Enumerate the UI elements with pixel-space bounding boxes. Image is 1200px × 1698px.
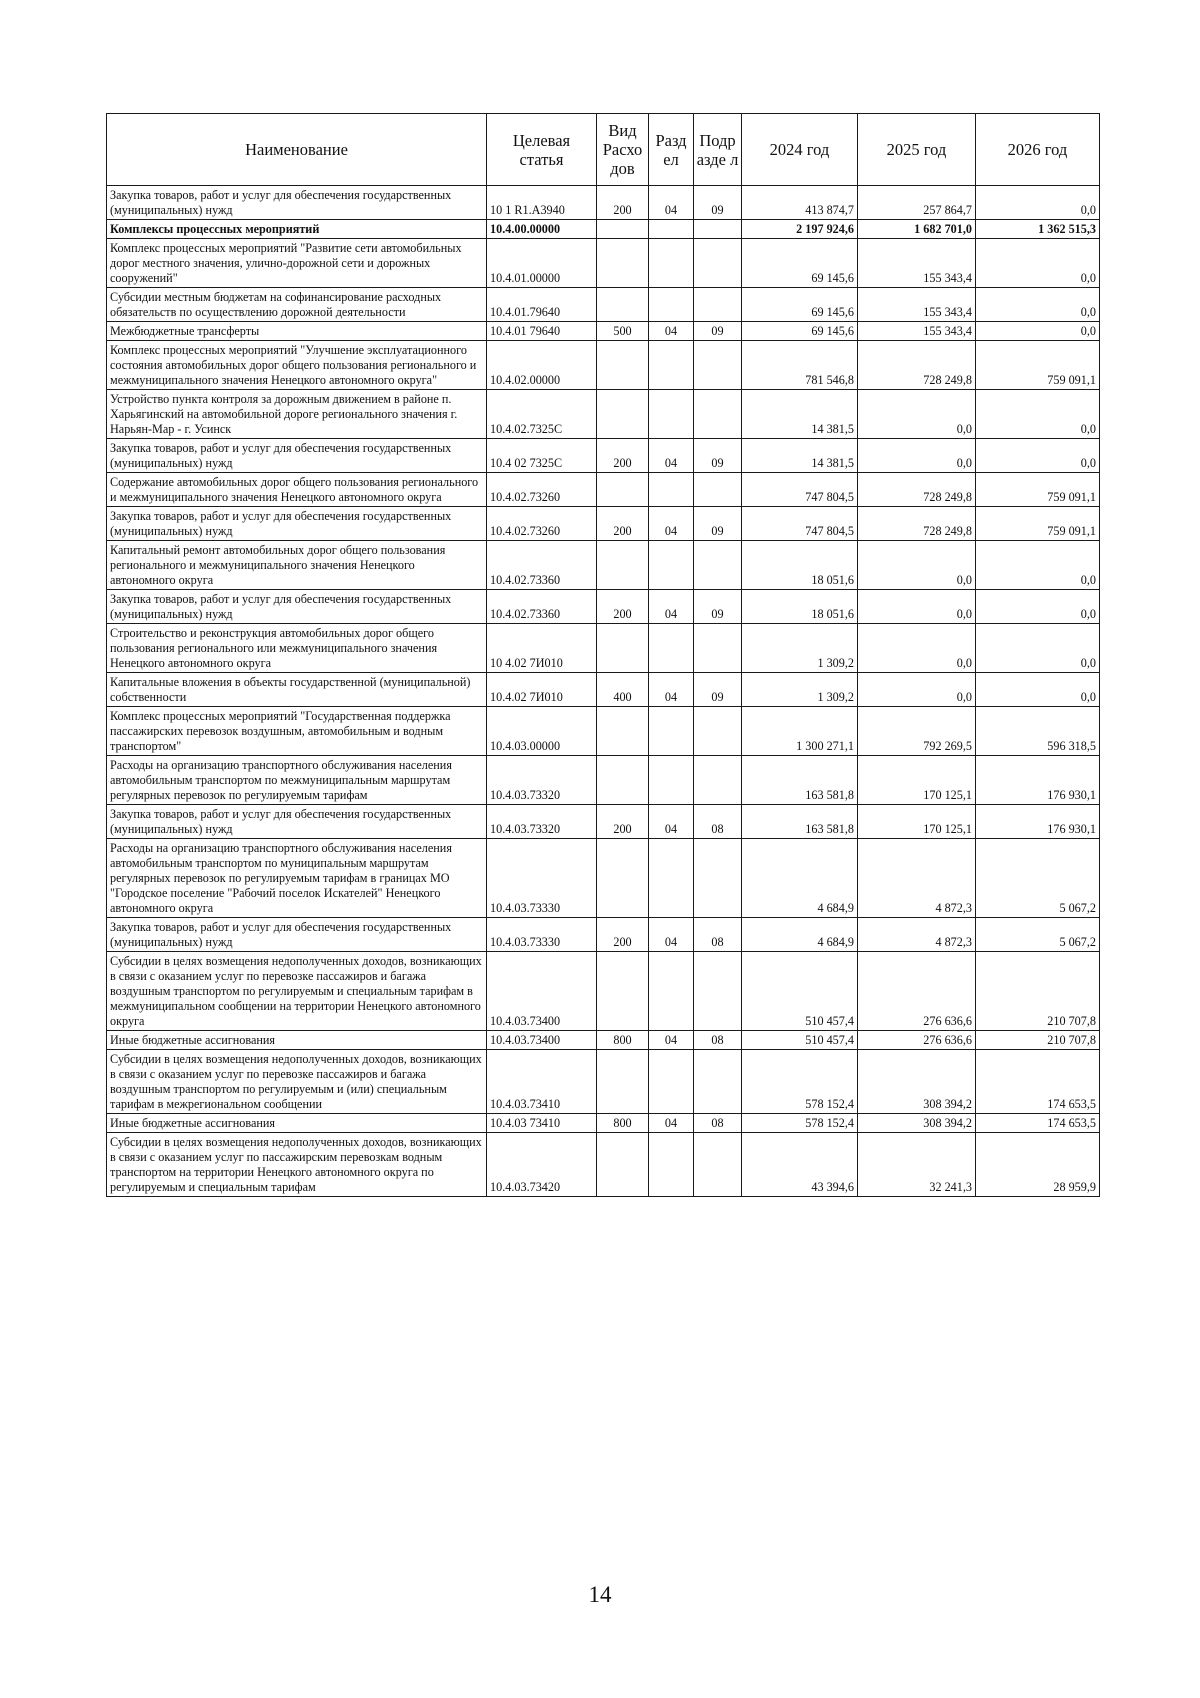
row-amount-2026: 0,0: [976, 624, 1100, 673]
row-amount-2024: 578 152,4: [742, 1114, 858, 1133]
row-amount-2024: 4 684,9: [742, 918, 858, 952]
row-target-code: 10.4.03.73320: [487, 805, 597, 839]
row-name: Субсидии в целях возмещения недополученных доходов, возникающих в связи с оказанием услуг по перевозке пассажиров и багажа воздушным транспортом по регулируемым и специальным тарифам в межмуниципальном сообщении на территории Ненецкого автономного округа: [107, 952, 487, 1031]
row-amount-2024: 14 381,5: [742, 439, 858, 473]
row-target-code: 10.4.01.79640: [487, 288, 597, 322]
row-expense-type: [597, 756, 649, 805]
row-amount-2025: 155 343,4: [858, 288, 976, 322]
row-subsection: [694, 1050, 742, 1114]
row-target-code: 10.4.03.00000: [487, 707, 597, 756]
row-amount-2024: 2 197 924,6: [742, 220, 858, 239]
row-amount-2024: 69 145,6: [742, 288, 858, 322]
row-expense-type: 200: [597, 918, 649, 952]
row-amount-2024: 163 581,8: [742, 756, 858, 805]
table-row: [107, 1031, 1100, 1050]
row-amount-2026: 0,0: [976, 288, 1100, 322]
row-section: [649, 390, 694, 439]
row-subsection: [694, 541, 742, 590]
row-target-code: 10.4.02.73260: [487, 507, 597, 541]
row-target-code: 10.4.02.73260: [487, 473, 597, 507]
row-target-code: 10.4.03 73410: [487, 1114, 597, 1133]
row-target-code: 10.4.02.73360: [487, 541, 597, 590]
row-subsection: 09: [694, 590, 742, 624]
row-section: [649, 220, 694, 239]
table-row: [107, 918, 1100, 952]
table-row: [107, 707, 1100, 756]
row-expense-type: [597, 952, 649, 1031]
row-section: 04: [649, 918, 694, 952]
row-name: Закупка товаров, работ и услуг для обеспечения государственных (муниципальных) нужд: [107, 186, 487, 220]
row-amount-2024: 1 300 271,1: [742, 707, 858, 756]
row-amount-2026: 210 707,8: [976, 1031, 1100, 1050]
row-expense-type: [597, 707, 649, 756]
row-section: [649, 341, 694, 390]
row-name: Иные бюджетные ассигнования: [107, 1114, 487, 1133]
row-expense-type: [597, 220, 649, 239]
row-expense-type: [597, 1050, 649, 1114]
row-amount-2024: 163 581,8: [742, 805, 858, 839]
row-subsection: [694, 239, 742, 288]
row-amount-2025: 0,0: [858, 439, 976, 473]
row-name: Субсидии в целях возмещения недополученных доходов, возникающих в связи с оказанием услуг по перевозке пассажиров и багажа воздушным транспортом по регулируемым и (или) специальным тарифам в межрегиональном сообщении: [107, 1050, 487, 1114]
row-name: Закупка товаров, работ и услуг для обеспечения государственных (муниципальных) нужд: [107, 439, 487, 473]
row-amount-2025: 257 864,7: [858, 186, 976, 220]
row-amount-2025: 155 343,4: [858, 239, 976, 288]
table-row: [107, 839, 1100, 918]
row-subsection: [694, 390, 742, 439]
row-amount-2025: 276 636,6: [858, 1031, 976, 1050]
row-amount-2024: 413 874,7: [742, 186, 858, 220]
row-section: 04: [649, 1031, 694, 1050]
table-row: [107, 186, 1100, 220]
row-subsection: 09: [694, 439, 742, 473]
row-amount-2024: 4 684,9: [742, 839, 858, 918]
row-amount-2026: 0,0: [976, 590, 1100, 624]
row-amount-2024: 14 381,5: [742, 390, 858, 439]
row-expense-type: 800: [597, 1114, 649, 1133]
row-name: Субсидии в целях возмещения недополученных доходов, возникающих в связи с оказанием услуг по пассажирским перевозкам водным транспортом на территории Ненецкого автономного округа по регулируемым и специальным тарифам: [107, 1133, 487, 1197]
row-name: Комплекс процессных мероприятий "Государственная поддержка пассажирских перевозок воздушным, автомобильным и водным транспортом": [107, 707, 487, 756]
row-target-code: 10.4.02.73360: [487, 590, 597, 624]
row-amount-2025: 0,0: [858, 673, 976, 707]
row-name: Закупка товаров, работ и услуг для обеспечения государственных (муниципальных) нужд: [107, 805, 487, 839]
row-subsection: [694, 220, 742, 239]
table-row: [107, 220, 1100, 239]
row-target-code: 10.4 02 7325С: [487, 439, 597, 473]
row-section: 04: [649, 1114, 694, 1133]
budget-table-sheet: [106, 113, 1099, 1197]
row-section: [649, 288, 694, 322]
row-target-code: 10.4.02.00000: [487, 341, 597, 390]
row-target-code: 10.4.00.00000: [487, 220, 597, 239]
row-amount-2025: 308 394,2: [858, 1114, 976, 1133]
row-amount-2024: 1 309,2: [742, 673, 858, 707]
row-section: 04: [649, 805, 694, 839]
row-section: 04: [649, 507, 694, 541]
row-amount-2025: 728 249,8: [858, 507, 976, 541]
row-expense-type: 200: [597, 805, 649, 839]
row-subsection: [694, 839, 742, 918]
row-section: 04: [649, 439, 694, 473]
row-expense-type: [597, 624, 649, 673]
row-expense-type: 400: [597, 673, 649, 707]
row-amount-2026: 0,0: [976, 322, 1100, 341]
row-section: 04: [649, 186, 694, 220]
row-amount-2026: 0,0: [976, 186, 1100, 220]
table-row: [107, 952, 1100, 1031]
row-subsection: 08: [694, 1031, 742, 1050]
row-amount-2025: 0,0: [858, 624, 976, 673]
row-amount-2026: 0,0: [976, 673, 1100, 707]
table-row: [107, 756, 1100, 805]
row-amount-2024: 781 546,8: [742, 341, 858, 390]
row-amount-2025: 308 394,2: [858, 1050, 976, 1114]
row-amount-2026: 0,0: [976, 541, 1100, 590]
row-name: Устройство пункта контроля за дорожным движением в районе п. Харьягинский на автомобильной дороге регионального значения г. Нарьян-Мар - г. Усинск: [107, 390, 487, 439]
row-amount-2026: 174 653,5: [976, 1050, 1100, 1114]
table-header-row: [107, 114, 1100, 186]
row-amount-2025: 4 872,3: [858, 839, 976, 918]
row-expense-type: [597, 288, 649, 322]
row-amount-2026: 0,0: [976, 390, 1100, 439]
row-amount-2025: 728 249,8: [858, 473, 976, 507]
table-row: [107, 1133, 1100, 1197]
row-target-code: 10.4.03.73410: [487, 1050, 597, 1114]
row-amount-2025: 170 125,1: [858, 756, 976, 805]
row-name: Комплекс процессных мероприятий "Развитие сети автомобильных дорог местного значения, улично-дорожной сети и дорожных сооружений": [107, 239, 487, 288]
row-expense-type: [597, 473, 649, 507]
table-row: [107, 1114, 1100, 1133]
header-podrazdel: Подр азде л: [694, 114, 742, 186]
row-subsection: 08: [694, 805, 742, 839]
row-subsection: [694, 288, 742, 322]
header-2024: 2024 год: [742, 114, 858, 186]
table-row: [107, 805, 1100, 839]
row-amount-2026: 759 091,1: [976, 507, 1100, 541]
row-subsection: [694, 1133, 742, 1197]
row-name: Капитальные вложения в объекты государственной (муниципальной) собственности: [107, 673, 487, 707]
row-expense-type: [597, 839, 649, 918]
row-amount-2026: 176 930,1: [976, 805, 1100, 839]
row-expense-type: 200: [597, 439, 649, 473]
header-vid: Вид Расхо дов: [597, 114, 649, 186]
row-subsection: [694, 756, 742, 805]
row-name: Расходы на организацию транспортного обслуживания населения автомобильным транспортом по межмуниципальным маршрутам регулярных перевозок по регулируемым тарифам: [107, 756, 487, 805]
row-target-code: 10.4.02.7325С: [487, 390, 597, 439]
row-amount-2025: 170 125,1: [858, 805, 976, 839]
row-target-code: 10.4.03.73420: [487, 1133, 597, 1197]
row-target-code: 10.4.01.00000: [487, 239, 597, 288]
table-row: [107, 390, 1100, 439]
row-amount-2025: 792 269,5: [858, 707, 976, 756]
header-2025: 2025 год: [858, 114, 976, 186]
row-subsection: 09: [694, 322, 742, 341]
row-name: Закупка товаров, работ и услуг для обеспечения государственных (муниципальных) нужд: [107, 590, 487, 624]
row-amount-2026: 210 707,8: [976, 952, 1100, 1031]
row-expense-type: [597, 390, 649, 439]
row-expense-type: [597, 541, 649, 590]
row-amount-2024: 747 804,5: [742, 473, 858, 507]
row-amount-2026: 0,0: [976, 239, 1100, 288]
table-row: [107, 1050, 1100, 1114]
row-expense-type: 200: [597, 590, 649, 624]
row-section: [649, 707, 694, 756]
row-target-code: 10.4.02 7И010: [487, 673, 597, 707]
table-row: [107, 590, 1100, 624]
table-row: [107, 341, 1100, 390]
row-subsection: [694, 473, 742, 507]
row-amount-2026: 5 067,2: [976, 839, 1100, 918]
row-amount-2025: 1 682 701,0: [858, 220, 976, 239]
row-amount-2025: 155 343,4: [858, 322, 976, 341]
table-row: [107, 288, 1100, 322]
row-amount-2025: 728 249,8: [858, 341, 976, 390]
row-amount-2025: 0,0: [858, 390, 976, 439]
row-subsection: [694, 624, 742, 673]
row-subsection: 09: [694, 186, 742, 220]
table-row: [107, 473, 1100, 507]
page-number: 14: [588, 1582, 612, 1607]
row-amount-2026: 28 959,9: [976, 1133, 1100, 1197]
row-expense-type: 200: [597, 507, 649, 541]
row-amount-2026: 596 318,5: [976, 707, 1100, 756]
row-section: [649, 839, 694, 918]
row-amount-2025: 0,0: [858, 590, 976, 624]
row-amount-2024: 747 804,5: [742, 507, 858, 541]
row-amount-2026: 759 091,1: [976, 341, 1100, 390]
row-name: Капитальный ремонт автомобильных дорог общего пользования регионального и межмуниципального значения Ненецкого автономного округа: [107, 541, 487, 590]
row-target-code: 10.4.03.73330: [487, 839, 597, 918]
row-subsection: [694, 952, 742, 1031]
table-row: [107, 322, 1100, 341]
row-section: [649, 473, 694, 507]
row-expense-type: [597, 341, 649, 390]
row-expense-type: 200: [597, 186, 649, 220]
table-body: [107, 186, 1100, 1197]
row-expense-type: [597, 239, 649, 288]
row-amount-2024: 510 457,4: [742, 1031, 858, 1050]
row-subsection: 08: [694, 1114, 742, 1133]
row-name: Содержание автомобильных дорог общего пользования регионального и межмуниципального значения Ненецкого автономного округа: [107, 473, 487, 507]
row-target-code: 10.4.03.73330: [487, 918, 597, 952]
row-name: Комплекс процессных мероприятий "Улучшение эксплуатационного состояния автомобильных дорог общего пользования регионального и межмуниципального значения Ненецкого автономного округа": [107, 341, 487, 390]
row-name: Иные бюджетные ассигнования: [107, 1031, 487, 1050]
row-name: Расходы на организацию транспортного обслуживания населения автомобильным транспортом по муниципальным маршрутам регулярных перевозок по регулируемым тарифам в границах МО "Городское поселение "Рабочий поселок Искателей" Ненецкого автономного округа: [107, 839, 487, 918]
row-amount-2024: 18 051,6: [742, 590, 858, 624]
row-target-code: 10.4.03.73320: [487, 756, 597, 805]
row-section: [649, 1050, 694, 1114]
row-amount-2024: 18 051,6: [742, 541, 858, 590]
row-subsection: [694, 341, 742, 390]
row-subsection: 09: [694, 507, 742, 541]
row-target-code: 10 4.02 7И010: [487, 624, 597, 673]
row-amount-2025: 4 872,3: [858, 918, 976, 952]
row-amount-2024: 510 457,4: [742, 952, 858, 1031]
header-2026: 2026 год: [976, 114, 1100, 186]
row-amount-2025: 0,0: [858, 541, 976, 590]
table-row: [107, 541, 1100, 590]
row-name: Закупка товаров, работ и услуг для обеспечения государственных (муниципальных) нужд: [107, 507, 487, 541]
row-section: [649, 756, 694, 805]
row-amount-2026: 174 653,5: [976, 1114, 1100, 1133]
row-subsection: 09: [694, 673, 742, 707]
row-section: [649, 952, 694, 1031]
row-name: Строительство и реконструкция автомобильных дорог общего пользования регионального или межмуниципального значения Ненецкого автономного округа: [107, 624, 487, 673]
row-name: Закупка товаров, работ и услуг для обеспечения государственных (муниципальных) нужд: [107, 918, 487, 952]
row-amount-2024: 69 145,6: [742, 322, 858, 341]
row-expense-type: [597, 1133, 649, 1197]
row-amount-2024: 43 394,6: [742, 1133, 858, 1197]
row-section: [649, 624, 694, 673]
row-section: 04: [649, 673, 694, 707]
row-section: 04: [649, 590, 694, 624]
row-amount-2024: 578 152,4: [742, 1050, 858, 1114]
row-target-code: 10 1 R1.A3940: [487, 186, 597, 220]
row-name: Субсидии местным бюджетам на софинансирование расходных обязательств по осуществлению дорожной деятельности: [107, 288, 487, 322]
row-subsection: 08: [694, 918, 742, 952]
row-expense-type: 500: [597, 322, 649, 341]
row-amount-2024: 1 309,2: [742, 624, 858, 673]
table-row: [107, 673, 1100, 707]
row-amount-2026: 759 091,1: [976, 473, 1100, 507]
row-amount-2026: 5 067,2: [976, 918, 1100, 952]
table-row: [107, 624, 1100, 673]
row-amount-2026: 176 930,1: [976, 756, 1100, 805]
row-section: [649, 1133, 694, 1197]
row-amount-2025: 276 636,6: [858, 952, 976, 1031]
row-amount-2024: 69 145,6: [742, 239, 858, 288]
row-section: 04: [649, 322, 694, 341]
row-target-code: 10.4.03.73400: [487, 1031, 597, 1050]
row-name: Межбюджетные трансферты: [107, 322, 487, 341]
row-section: [649, 541, 694, 590]
header-razdel: Разд ел: [649, 114, 694, 186]
row-expense-type: 800: [597, 1031, 649, 1050]
header-code: Целевая статья: [487, 114, 597, 186]
row-name: Комплексы процессных мероприятий: [107, 220, 487, 239]
row-amount-2026: 0,0: [976, 439, 1100, 473]
budget-table: [106, 113, 1100, 1197]
row-subsection: [694, 707, 742, 756]
row-target-code: 10.4.03.73400: [487, 952, 597, 1031]
row-amount-2025: 32 241,3: [858, 1133, 976, 1197]
row-section: [649, 239, 694, 288]
header-name: Наименование: [107, 114, 487, 186]
table-row: [107, 439, 1100, 473]
row-amount-2026: 1 362 515,3: [976, 220, 1100, 239]
table-row: [107, 239, 1100, 288]
table-row: [107, 507, 1100, 541]
row-target-code: 10.4.01 79640: [487, 322, 597, 341]
